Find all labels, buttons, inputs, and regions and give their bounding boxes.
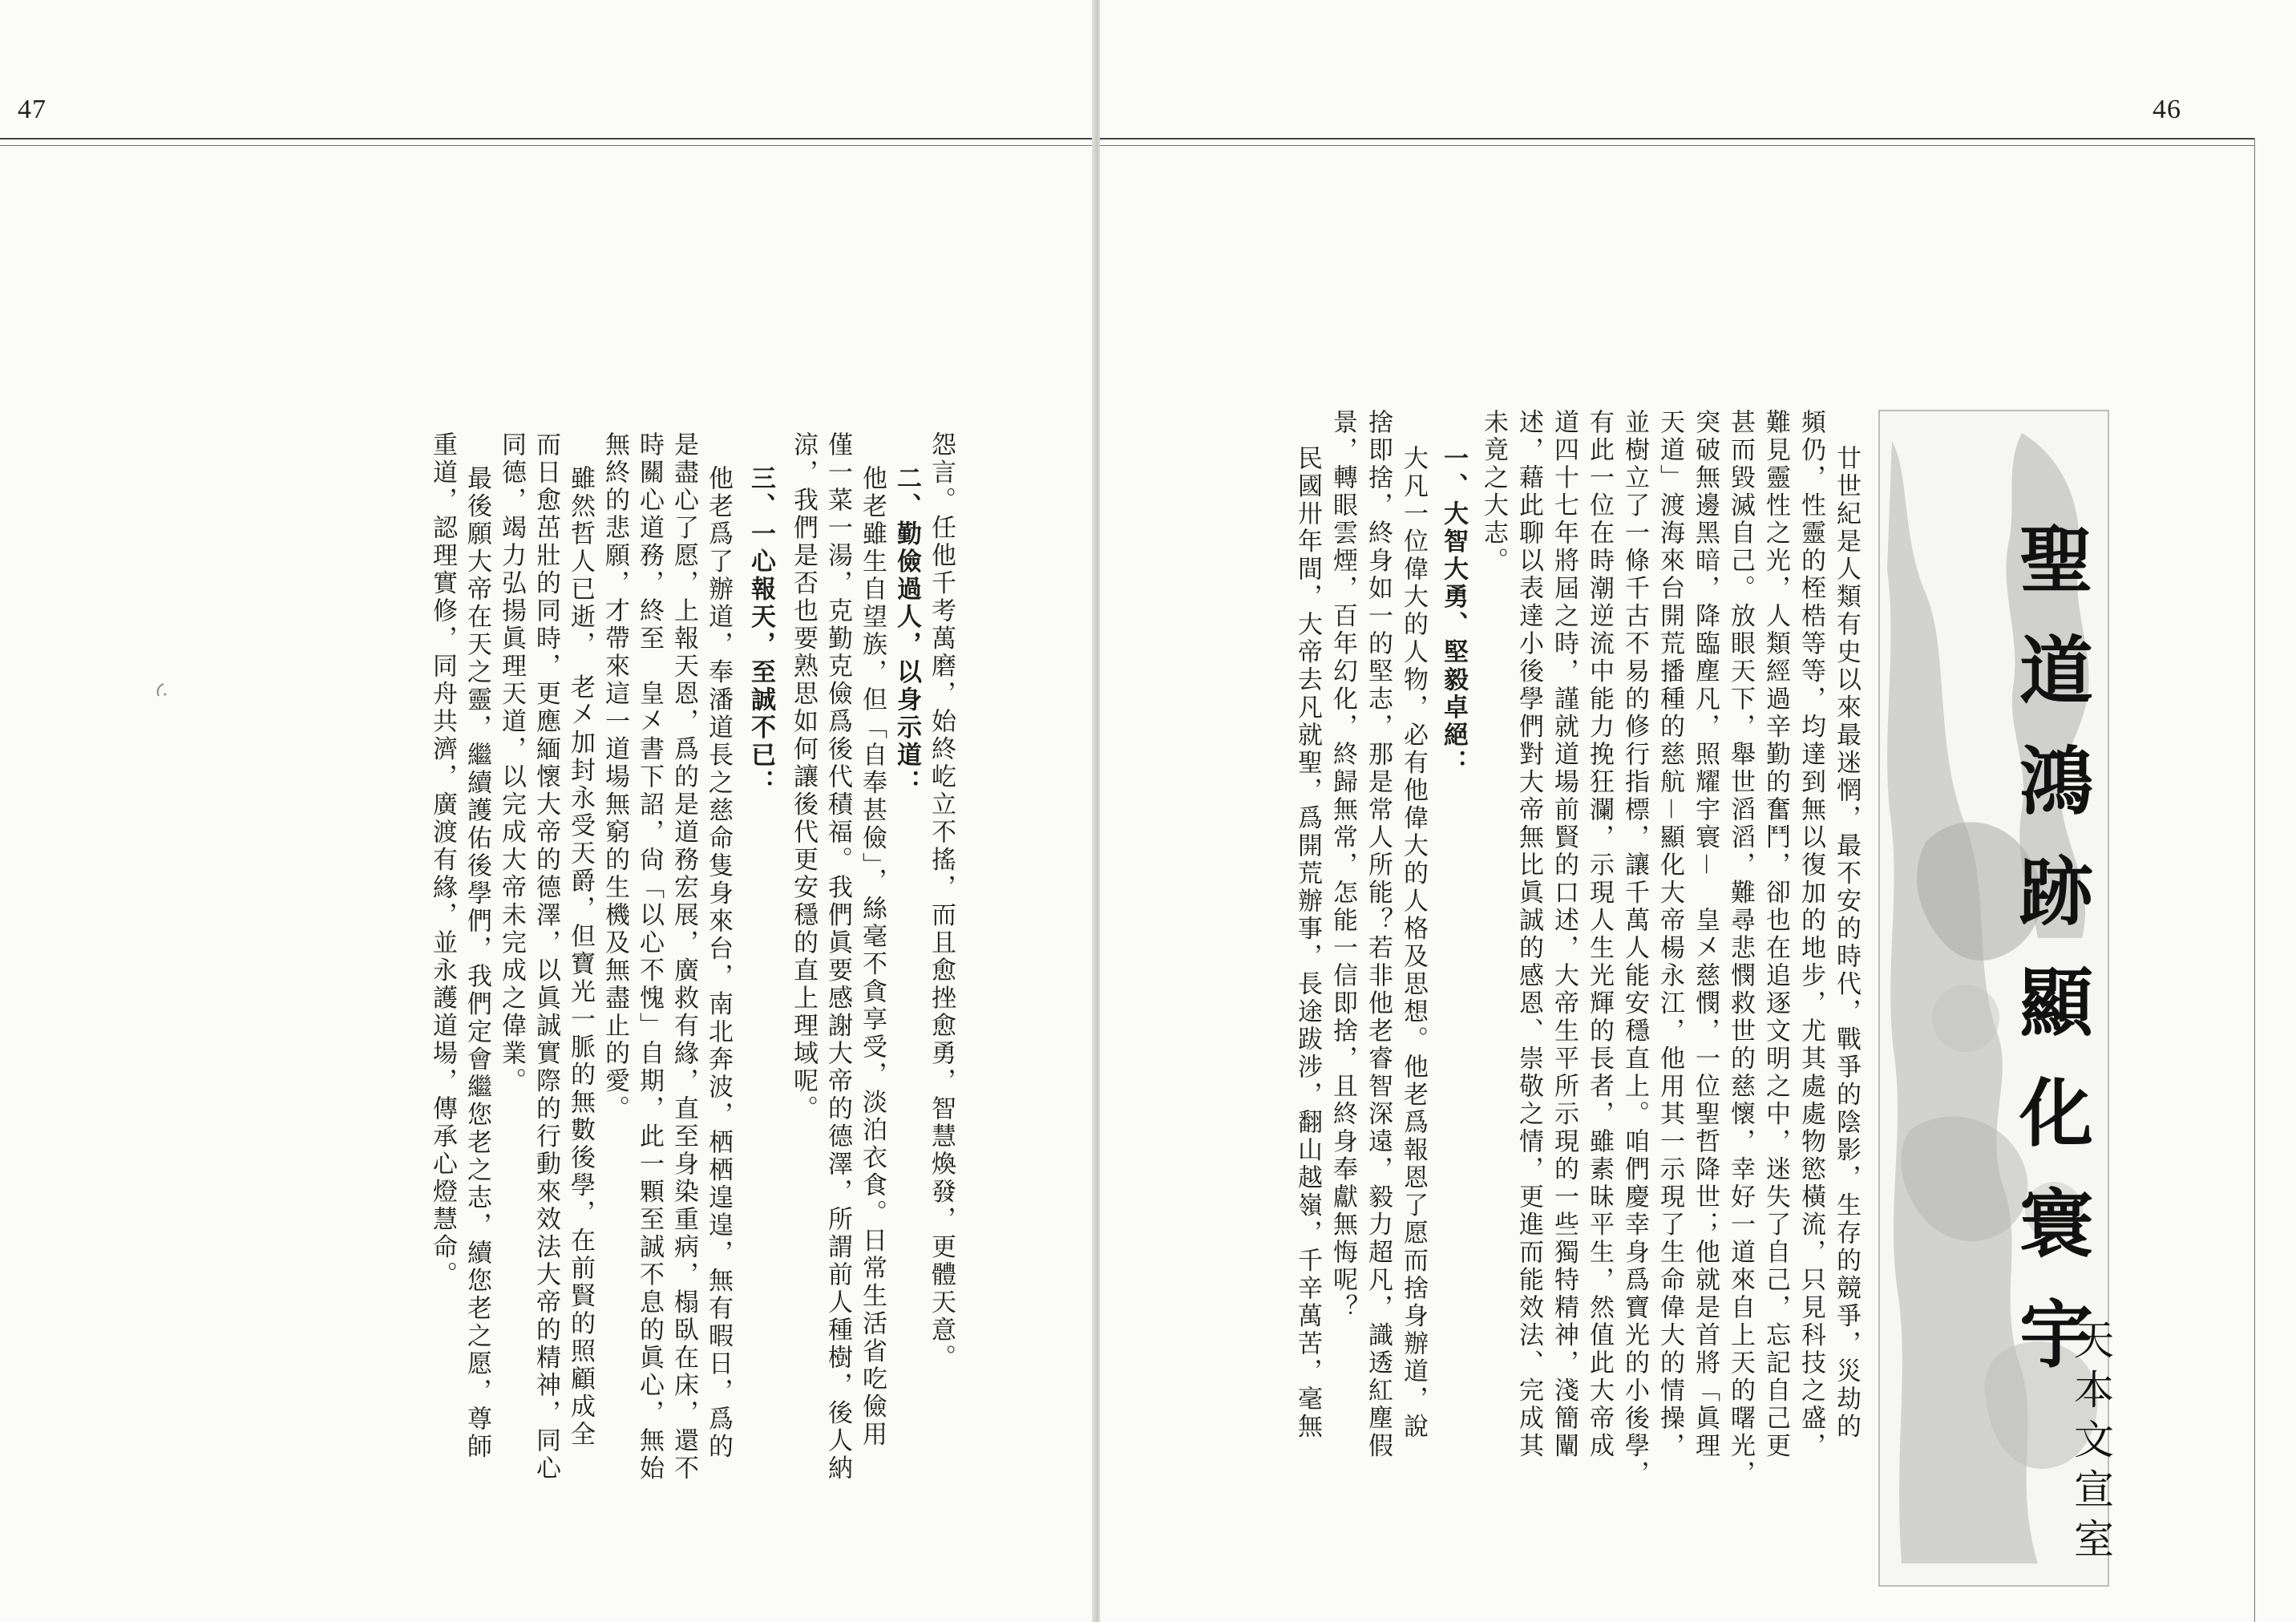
text-column: 時關心道務，終至 皇㐅書下詔，尙「以心不愧」自期，此一顆至誠不息的眞心，無始: [635, 431, 664, 1482]
text-column: 甚而毀滅自己。放眼天下，舉世滔滔，難尋悲憫救世的慈懷，幸好一道來自上天的曙光，: [1726, 409, 1755, 1488]
text-column: 僅一菜一湯，克勤克儉爲後代積福。我們眞要感謝大帝的德澤，所謂前人種樹，後人納: [823, 431, 852, 1482]
page-edge-line: [2254, 138, 2255, 1622]
text-column: 他老雖生自望族，但「自奉甚儉」，絲毫不貪享受，淡泊衣食。日常生活省吃儉用: [858, 465, 887, 1449]
text-column: 並樹立了一條千古不易的修行指標，讓千萬人能安穩直上。咱們慶幸身爲寶光的小後學，: [1620, 409, 1649, 1488]
text-column: 景，轉眼雲煙，百年幻化，終歸無常，怎能一信即捨，且終身奉獻無悔呢？: [1328, 409, 1357, 1322]
article-author: 天本文宣室: [2068, 1319, 2114, 1567]
text-column: 同德，竭力弘揚眞理天道，以完成大帝未完成之偉業。: [497, 431, 526, 1095]
page-number-right: 46: [2152, 95, 2181, 124]
header-rule-thin: [0, 145, 1097, 146]
text-column: 雖然哲人已逝， 老㐅加封永受天爵，但寶光一脈的無數後學，在前賢的照顧成全: [566, 465, 595, 1449]
title-banner: [1878, 409, 2114, 1588]
text-column: 廿世紀是人類有史以來最迷惘，最不安的時代，戰爭的陰影，生存的競爭，災劫的: [1832, 445, 1861, 1441]
text-column: 突破無邊黑暗，降臨塵凡，照耀宇寰－ 皇㐅慈憫，一位聖哲降世；他就是首將「眞理: [1691, 409, 1720, 1460]
text-column: 大凡一位偉大的人物，必有他偉大的人格及思想。他老爲報恩了愿而捨身辦道，說: [1399, 445, 1428, 1441]
header-rule: [1100, 138, 2254, 140]
text-column: 最後願大帝在天之靈，繼續護佑後學們，我們定會繼您老之志，續您老之愿，尊師: [463, 465, 491, 1461]
scan-speck-mark: [152, 682, 170, 699]
text-column: 重道，認理實修，同舟共濟，廣渡有緣，並永護道場，傳承心燈慧命。: [428, 431, 457, 1289]
text-column: 難見靈性之光，人類經過辛勤的奮鬥，卻也在追逐文明之中，迷失了自己，忘記自己更: [1761, 409, 1790, 1460]
text-column: 怨言。任他千考萬磨，始終屹立不搖，而且愈挫愈勇，智慧煥發，更體天意。: [927, 431, 956, 1372]
header-rule: [0, 138, 1097, 140]
text-column: 無終的悲願，才帶來這一道場無窮的生機及無盡止的愛。: [600, 431, 629, 1123]
text-column: 未竟之大志。: [1479, 409, 1508, 575]
text-column: 捨即捨，終身如一的堅志，那是常人所能？若非他老睿智深遠，毅力超凡，識透紅塵假: [1364, 409, 1393, 1460]
header-rule-thin: [1100, 145, 2254, 146]
text-column: 是盡心了愿，上報天恩，爲的是道務宏展，廣救有緣，直至身染重病，榻臥在床，還不: [669, 431, 698, 1482]
text-column: 頻仍，性靈的桎梏等等，均達到無以復加的地步，尤其處處物慾橫流，只見科技之盛，: [1797, 409, 1825, 1460]
text-column: 有此一位在時潮逆流中能力挽狂瀾，示現人生光輝的長者，雖素昧平生，然值此大帝成: [1585, 409, 1614, 1460]
text-column: 而日愈茁壯的同時，更應緬懷大帝的德澤，以眞誠實際的行動來效法大帝的精神，同心: [532, 431, 560, 1482]
section-heading-3: 三、一心報天，至誠不已：: [746, 465, 775, 797]
text-column: 他老爲了辦道，奉潘道長之慈命隻身來台，南北奔波，栖栖遑遑，無有暇日，爲的: [704, 465, 733, 1461]
text-column: 涼，我們是否也要熟思如何讓後代更安穩的直上理域呢。: [789, 431, 818, 1123]
text-column: 民國卅年間，大帝去凡就聖，爲開荒辦事，長途跋涉，翻山越嶺，千辛萬苦，毫無: [1293, 445, 1322, 1441]
text-column: 天道」渡海來台開荒播種的慈航－顯化大帝楊永江，他用其一示現了生命偉大的情操，: [1655, 409, 1684, 1460]
page-number-left: 47: [18, 95, 46, 124]
section-heading-2: 二、勤儉過人，以身示道：: [892, 465, 921, 797]
section-heading-1: 一、大智大勇、堅毅卓絕：: [1439, 445, 1468, 777]
text-column: 述，藉此聊以表達小後學們對大帝無比眞誠的感恩、崇敬之情，更進而能效法、完成其: [1514, 409, 1543, 1460]
article-title: 聖道鴻跡顯化寰宇: [2007, 521, 2094, 1406]
text-column: 道四十七年將屆之時，謹就道場前賢的口述，大帝生平所示現的一些獨特精神，淺簡闡: [1550, 409, 1578, 1460]
right-page: [1100, 0, 2296, 1622]
left-page: [0, 0, 1097, 1622]
